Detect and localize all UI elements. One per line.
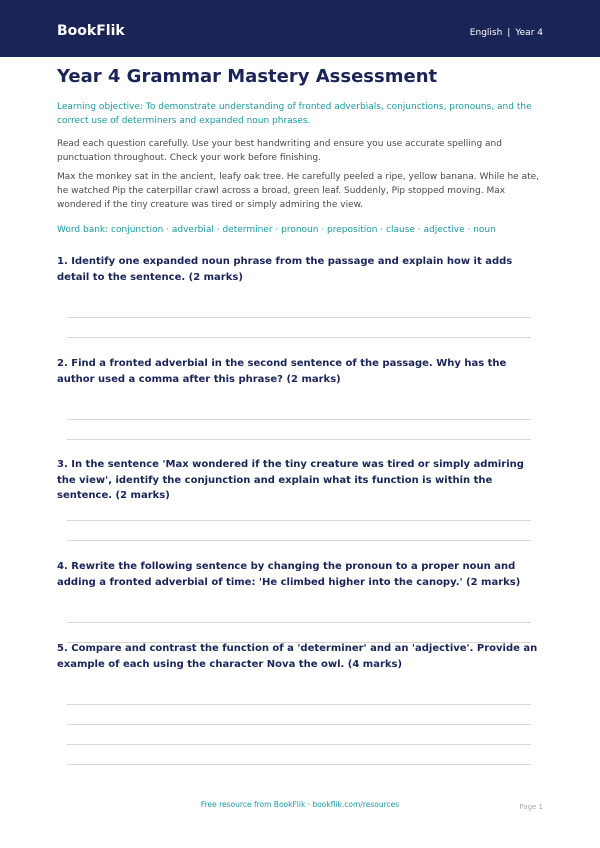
header-meta — [470, 28, 543, 38]
answer-line[interactable] — [67, 704, 531, 705]
word-bank: Word bank: conjunction · adverbial · determiner · pronoun · preposition · clause · adjective · noun — [57, 225, 496, 235]
answer-line[interactable] — [67, 439, 531, 440]
answer-line[interactable] — [67, 540, 531, 541]
question-1: 1. Identify one expanded noun phrase from the passage and explain how it adds detail to the sentence. (2 marks) — [57, 256, 513, 283]
year-label: Year 4 — [515, 28, 543, 38]
answer-line[interactable] — [67, 317, 531, 318]
page-number: Page 1 — [519, 803, 543, 811]
answer-line[interactable] — [67, 622, 531, 623]
question-4: 4. Rewrite the following sentence by changing the pronoun to a proper noun and adding a fronted adverbial of time: 'He climbed higher into the canopy.' (2 marks) — [57, 561, 521, 588]
learning-objective: Learning objective: To demonstrate understanding of fronted adverbials, conjunctions, pronouns, and the correct use of determiners and expanded noun phrases. — [57, 102, 532, 126]
answer-line[interactable] — [67, 744, 531, 745]
answer-line[interactable] — [67, 724, 531, 725]
answer-line[interactable] — [67, 419, 531, 420]
answer-line[interactable] — [67, 337, 531, 338]
page-title: Year 4 Grammar Mastery Assessment — [57, 66, 438, 87]
meta-separator: | — [507, 28, 511, 38]
footer-credit: Free resource from BookFlik · bookflik.com/resources — [200, 800, 400, 809]
answer-line[interactable] — [67, 764, 531, 765]
brand-logo: BookFlik — [57, 23, 125, 39]
question-2: 2. Find a fronted adverbial in the second sentence of the passage. Why has the author used a comma after this phrase? (2 marks) — [57, 358, 507, 385]
answer-line[interactable] — [67, 520, 531, 521]
page-header — [0, 0, 600, 57]
reading-passage: Max the monkey sat in the ancient, leafy oak tree. He carefully peeled a ripe, yellow banana. While he ate, he watched Pip the caterpillar crawl across a broad, green leaf. Suddenly, Pip stopped moving. Max wondered if the tiny creature was tired or simply admiring the view. — [57, 172, 540, 210]
instructions: Read each question carefully. Use your best handwriting and ensure you use accurate spelling and punctuation throughout. Check your work before finishing. — [57, 139, 502, 163]
question-5: 5. Compare and contrast the function of a 'determiner' and an 'adjective'. Provide an example of each using the character Nova the owl. (4 marks) — [57, 643, 538, 670]
subject-label: English — [469, 28, 503, 38]
question-3: 3. In the sentence 'Max wondered if the tiny creature was tired or simply admiring the view', identify the conjunction and explain what its function is within the sentence. (2 marks) — [57, 459, 524, 501]
